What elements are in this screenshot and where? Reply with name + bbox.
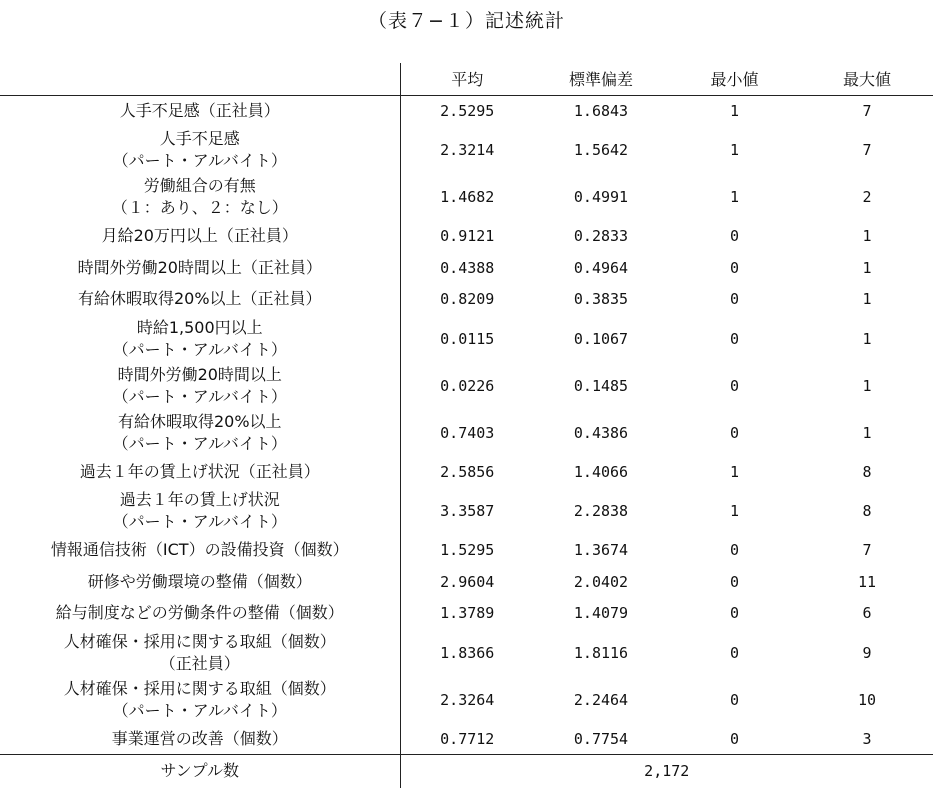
row-label-line: 時給1,500円以上 xyxy=(136,317,263,337)
std-dev-cell: 0.7754 xyxy=(573,729,629,748)
row-label xyxy=(0,284,400,316)
row-label-line: （パート・アルバイト） xyxy=(112,339,287,359)
table-row xyxy=(0,456,933,488)
mean-cell: 3.3587 xyxy=(440,502,495,520)
row-label-line: （パート・アルバイト） xyxy=(112,700,287,720)
row-label xyxy=(0,315,400,362)
mean-cell: 0.0115 xyxy=(440,329,495,348)
table-row xyxy=(0,174,933,221)
std-dev-cell: 0.4964 xyxy=(573,258,629,277)
mean-cell: 0.7403 xyxy=(440,423,495,442)
mean-cell: 1.3789 xyxy=(440,604,495,623)
table-row xyxy=(0,95,933,127)
table-row xyxy=(0,409,933,456)
min-cell: 1 xyxy=(729,188,740,206)
min-cell: 1 xyxy=(729,502,740,520)
table-row xyxy=(0,284,933,316)
row-label-line: （パート・アルバイト） xyxy=(112,512,287,531)
mean-cell: 0.8209 xyxy=(440,290,495,309)
max-cell: 10 xyxy=(857,690,877,709)
table-row xyxy=(0,566,933,598)
header-row xyxy=(0,63,933,95)
max-cell: 1 xyxy=(862,227,872,246)
table-row xyxy=(0,315,933,362)
mean-cell: 0.7712 xyxy=(440,729,495,748)
table-row xyxy=(0,676,933,723)
std-dev-cell: 2.0402 xyxy=(573,572,629,591)
min-cell: 1 xyxy=(729,141,740,159)
row-label-line: 事業運営の改善（個数） xyxy=(111,728,288,748)
row-label-line: 有給休暇取得20%以上 xyxy=(117,411,282,431)
mean-cell: 1.8366 xyxy=(440,643,495,662)
row-label xyxy=(0,174,400,221)
table-row xyxy=(0,488,933,535)
max-cell: 1 xyxy=(862,290,872,309)
row-label xyxy=(0,676,400,723)
std-dev-cell: 0.4386 xyxy=(573,423,629,442)
std-dev-cell: 1.4079 xyxy=(573,604,629,623)
std-dev-cell: 1.8116 xyxy=(573,643,629,662)
row-label-line: 過去１年の賃上げ状況 xyxy=(119,490,280,509)
row-label-line: 労働組合の有無 xyxy=(143,176,256,195)
max-cell: 8 xyxy=(862,502,872,520)
table-title: （表７−１）記述統計 xyxy=(368,10,565,32)
max-cell: 6 xyxy=(862,604,872,623)
row-label-line: 時間外労働20時間以上（正社員） xyxy=(77,257,322,277)
std-dev-cell: 0.3835 xyxy=(573,290,629,309)
sample-size-value: 2,172 xyxy=(400,755,933,788)
row-label xyxy=(0,252,400,284)
row-label-line: （パート・アルバイト） xyxy=(112,433,287,453)
mean-cell: 2.3264 xyxy=(440,690,495,709)
mean-cell: 0.4388 xyxy=(440,258,495,277)
row-label xyxy=(0,723,400,755)
mean-cell: 2.5295 xyxy=(440,102,495,120)
std-dev-cell: 1.6843 xyxy=(573,102,629,120)
descriptive-statistics-table xyxy=(0,63,933,788)
min-cell: 0 xyxy=(729,258,740,277)
row-label-line: 有給休暇取得20%以上（正社員） xyxy=(77,289,322,309)
row-label xyxy=(0,566,400,598)
max-cell: 1 xyxy=(862,423,872,442)
table-row xyxy=(0,362,933,409)
sample-size-row xyxy=(0,755,933,788)
max-cell: 7 xyxy=(862,141,872,159)
std-dev-cell: 1.4066 xyxy=(573,462,629,481)
row-label-line: 研修や労働環境の整備（個数） xyxy=(87,571,312,591)
table-row xyxy=(0,598,933,630)
row-label xyxy=(0,127,400,174)
max-cell: 11 xyxy=(857,572,877,591)
min-cell: 0 xyxy=(729,227,740,246)
row-label-line: 時間外労働20時間以上 xyxy=(117,364,282,384)
row-label-line: 人材確保・採用に関する取組（個数） xyxy=(63,631,336,651)
min-cell: 0 xyxy=(729,572,740,591)
max-cell: 1 xyxy=(862,258,872,277)
row-label xyxy=(0,598,400,630)
min-cell: 0 xyxy=(729,729,740,748)
row-label-line: 人手不足感 xyxy=(159,129,240,148)
header-std-dev: 標準偏差 xyxy=(534,63,668,95)
std-dev-cell: 1.3674 xyxy=(573,541,629,560)
sample-size-label: サンプル数 xyxy=(0,755,400,788)
max-cell: 1 xyxy=(862,376,872,395)
header-max: 最大値 xyxy=(801,63,933,95)
min-cell: 0 xyxy=(729,604,740,623)
std-dev-cell: 1.5642 xyxy=(573,141,629,159)
min-cell: 0 xyxy=(729,329,740,348)
std-dev-cell: 0.1485 xyxy=(573,376,629,395)
row-label-line: 人材確保・採用に関する取組（個数） xyxy=(63,678,336,698)
mean-cell: 1.4682 xyxy=(440,188,495,206)
row-label xyxy=(0,95,400,127)
row-label-line: 給与制度などの労働条件の整備（個数） xyxy=(55,603,344,623)
min-cell: 0 xyxy=(729,376,740,395)
row-label xyxy=(0,535,400,567)
mean-cell: 0.0226 xyxy=(440,376,495,395)
row-label xyxy=(0,629,400,676)
row-label-line: 月給20万円以上（正社員） xyxy=(101,226,298,246)
std-dev-cell: 0.2833 xyxy=(573,227,629,246)
row-label-line: （パート・アルバイト） xyxy=(112,151,287,170)
header-mean: 平均 xyxy=(400,63,534,95)
mean-cell: 1.5295 xyxy=(440,541,495,560)
min-cell: 0 xyxy=(729,423,740,442)
table-row xyxy=(0,252,933,284)
std-dev-cell: 0.1067 xyxy=(573,329,629,348)
header-label-cell xyxy=(0,63,400,95)
row-label xyxy=(0,456,400,488)
header-min: 最小値 xyxy=(668,63,801,95)
min-cell: 0 xyxy=(729,643,740,662)
row-label-line: （１：あり、２：なし） xyxy=(111,198,288,217)
mean-cell: 2.3214 xyxy=(440,141,495,159)
min-cell: 1 xyxy=(729,102,740,120)
table-row xyxy=(0,127,933,174)
min-cell: 0 xyxy=(729,690,740,709)
row-label xyxy=(0,221,400,253)
max-cell: 7 xyxy=(862,541,872,560)
max-cell: 3 xyxy=(862,729,872,748)
mean-cell: 2.5856 xyxy=(440,462,495,481)
max-cell: 2 xyxy=(862,188,872,206)
table-row xyxy=(0,629,933,676)
table-row xyxy=(0,535,933,567)
min-cell: 0 xyxy=(729,290,740,309)
row-label-line: 過去１年の賃上げ状況（正社員） xyxy=(79,461,320,481)
max-cell: 1 xyxy=(862,329,872,348)
max-cell: 7 xyxy=(862,102,872,120)
row-label xyxy=(0,409,400,456)
row-label xyxy=(0,488,400,535)
table-row xyxy=(0,221,933,253)
row-label-line: （正社員） xyxy=(159,653,240,673)
min-cell: 1 xyxy=(729,462,740,481)
table-row xyxy=(0,723,933,755)
mean-cell: 2.9604 xyxy=(440,572,495,591)
row-label-line: 人手不足感（正社員） xyxy=(119,101,280,120)
std-dev-cell: 0.4991 xyxy=(573,188,629,206)
row-label-line: 情報通信技術（ICT）の設備投資（個数） xyxy=(50,540,349,560)
max-cell: 9 xyxy=(862,643,872,662)
mean-cell: 0.9121 xyxy=(440,227,495,246)
min-cell: 0 xyxy=(729,541,740,560)
max-cell: 8 xyxy=(862,462,872,481)
row-label-line: （パート・アルバイト） xyxy=(112,386,287,406)
row-label xyxy=(0,362,400,409)
table-body xyxy=(0,95,933,788)
std-dev-cell: 2.2464 xyxy=(573,690,629,709)
std-dev-cell: 2.2838 xyxy=(573,502,629,520)
